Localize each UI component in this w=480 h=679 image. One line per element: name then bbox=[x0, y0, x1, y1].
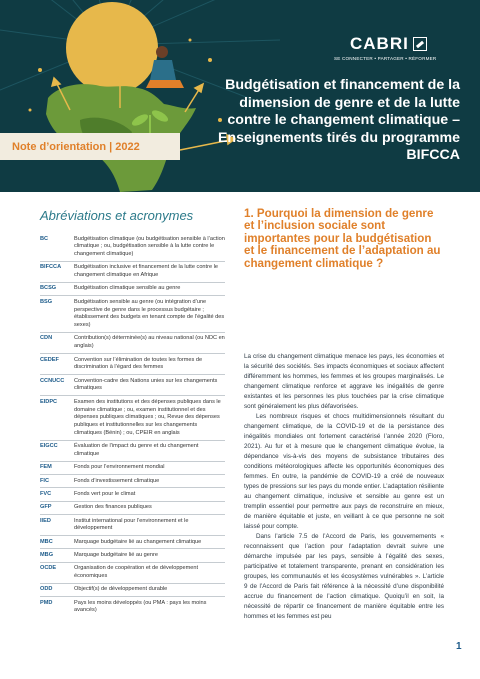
abbreviation-definition: Convention-cadre des Nations unies sur les changements climatiques bbox=[74, 377, 218, 392]
abbreviations-heading: Abréviations et acronymes bbox=[40, 208, 194, 223]
abbreviation-definition: Budgétisation climatique sensible au genre bbox=[74, 285, 181, 292]
abbreviations-list bbox=[40, 233, 225, 617]
note-label: Note d’orientation | 2022 bbox=[0, 133, 180, 160]
paragraph: La crise du changement climatique menace les pays, les économies et la sécurité des sociétés. Ses impacts économiques et sociaux affectent différemment les hommes, les femmes et les groupes marginalisés. Le changement climatique renforce et aggrave les inégalités de genre existantes et les personnes les plus touchées par la crise climatique sont généralement les plus défavorisées. bbox=[244, 353, 444, 410]
abbreviation-key: CDN bbox=[40, 335, 53, 342]
cabri-logo bbox=[350, 34, 427, 54]
abbreviation-row bbox=[40, 514, 225, 535]
abbreviation-row bbox=[40, 596, 225, 617]
abbreviation-key: FEM bbox=[40, 464, 52, 471]
abbreviation-definition: Contribution(s) déterminée(s) au niveau national (ou NDC en anglais) bbox=[74, 335, 225, 350]
abbreviation-definition: Fonds d’investissement climatique bbox=[74, 477, 160, 484]
abbreviation-definition: Pays les moins développés (ou PMA : pays les moins avancés) bbox=[74, 599, 207, 614]
abbreviation-definition: Objectif(s) de développement durable bbox=[74, 586, 168, 593]
abbreviation-definition: Évaluation de l’impact du genre et du changement climatique bbox=[74, 443, 199, 458]
abbreviation-key: CEDEF bbox=[40, 356, 59, 363]
logo-tagline: SE CONNECTER • PARTAGER • RÉFORMER bbox=[334, 56, 437, 61]
abbreviation-key: GFP bbox=[40, 504, 52, 511]
abbreviation-row bbox=[40, 548, 225, 561]
abbreviation-row bbox=[40, 461, 225, 474]
abbreviation-row bbox=[40, 261, 225, 282]
sun-circle bbox=[66, 2, 158, 94]
abbreviation-key: OCDE bbox=[40, 565, 57, 572]
abbreviation-row bbox=[40, 282, 225, 295]
abbreviation-key: ODD bbox=[40, 586, 53, 593]
abbreviation-key: BC bbox=[40, 235, 49, 242]
abbreviation-key: CCNUCC bbox=[40, 377, 65, 384]
abbreviation-definition: Organisation de coopération et de développement économiques bbox=[74, 565, 199, 579]
abbreviation-key: BIFCCA bbox=[40, 264, 62, 271]
abbreviation-key: MBC bbox=[40, 538, 53, 545]
abbreviation-row bbox=[40, 487, 225, 500]
abbreviation-key: BCSG bbox=[40, 285, 57, 292]
abbreviation-definition: Marquage budgétaire lié au changement climatique bbox=[74, 538, 202, 545]
abbreviation-row bbox=[40, 440, 225, 461]
abbreviation-row bbox=[40, 233, 225, 261]
abbreviation-definition: Gestion des finances publiques bbox=[74, 504, 152, 511]
abbreviation-row bbox=[40, 474, 225, 487]
paragraph: Dans l’article 7.5 de l’Accord de Paris, les gouvernements « reconnaissent que l’action pour l’adaptation devrait suivre une démarche impulsée par les pays, sensible à l’égalité des sexes, participative et totalement transparente, prenant en considération les groupes, les communautés et les écosystèmes vulnérables ». L’article 9 de l’Accord de Paris fait référence à la nécessité d’une disponibilité accrue du financement de l’action climatique. Quoiqu’il en soit, la nécessité de répartir ce financement de manière équitable entre les hommes et les femmes est peu bbox=[244, 533, 444, 620]
section-body bbox=[244, 352, 444, 622]
abbreviation-key: EIGCC bbox=[40, 443, 58, 450]
abbreviation-definition: Institut international pour l’environnement et le développement bbox=[74, 517, 189, 532]
paragraph: Les nombreux risques et chocs multidimensionnels résultant du changement climatique, de la COVID-19 et de la persistance des inégalités mondiales ont fortement caractérisé l’année 2020 (Floro, 2021). Au fur et à mesure que le changement climatique évolue, la dépendance vis-à-vis des moyens de subsistance tributaires des conditions météorologiques affecte les opportunités économiques des femmes. En outre, la pandémie de COVID-19 a créé de nouveaux types de pressions sur les pays du monde entier. L’adaptation résiliente au changement climatique, inclusive et sensible au genre est un tremplin essentiel pour permettre aux pays de reconstruire en mieux, de manière équitable et juste, en veillant à ce que personne ne soit laissé pour compte. bbox=[244, 413, 444, 530]
abbreviation-key: MBG bbox=[40, 551, 54, 558]
abbreviation-key: FVC bbox=[40, 490, 52, 497]
abbreviation-row bbox=[40, 374, 225, 395]
abbreviation-key: IIED bbox=[40, 517, 51, 524]
logo-wordmark: CABRI bbox=[350, 34, 409, 53]
abbreviation-row bbox=[40, 501, 225, 514]
abbreviation-key: EIDPC bbox=[40, 398, 58, 405]
document-title: Budgétisation et financement de la dimension de genre et de la lutte contre le changement climatique – Enseignements tirés du programme BIFCCA bbox=[217, 77, 460, 163]
logo-mark-icon bbox=[413, 37, 427, 51]
abbreviation-row bbox=[40, 395, 225, 439]
abbreviation-row bbox=[40, 295, 225, 332]
abbreviation-definition: Convention sur l’élimination de toutes les formes de discrimination à l’égard des femmes bbox=[74, 356, 203, 371]
abbreviation-definition: Fonds vert pour le climat bbox=[74, 490, 136, 497]
abbreviation-key: PMD bbox=[40, 599, 53, 606]
abbreviation-key: FIC bbox=[40, 477, 50, 484]
abbreviation-definition: Examen des institutions et des dépenses publiques dans le domaine climatique ; ou, examen institutionnel et des dépenses publiques climatiques ; ou, Revue des dépenses publiques et institutionnelles sur les changements climatiques (Bénin) ; ou, CPEIR en anglais bbox=[74, 398, 221, 436]
abbreviation-definition: Budgétisation climatique (ou budgétisation sensible à l’action climatique ; ou, budgétisation sensible à la lutte contre le changement climatique) bbox=[74, 235, 225, 258]
abbreviation-row bbox=[40, 562, 225, 583]
section-title: 1. Pourquoi la dimension de genre et l’inclusion sociale sont importantes pour la budgétisation et le financement de l’adaptation au changement climatique ? bbox=[244, 207, 441, 270]
abbreviation-row bbox=[40, 332, 225, 353]
abbreviation-definition: Budgétisation inclusive et financement de la lutte contre le changement climatique en Afrique bbox=[74, 264, 218, 279]
cover-banner bbox=[0, 0, 480, 192]
abbreviation-row bbox=[40, 583, 225, 596]
page-number: 1 bbox=[456, 641, 462, 652]
abbreviation-definition: Budgétisation sensible au genre (ou intégration d’une perspective de genre dans le processus budgétaire ; établissement des budgets en tenant compte de l’égalité des sexes) bbox=[74, 298, 225, 329]
abbreviation-key: BSG bbox=[40, 298, 53, 305]
abbreviation-definition: Marquage budgétaire lié au genre bbox=[74, 551, 158, 558]
abbreviation-row bbox=[40, 353, 225, 374]
abbreviation-row bbox=[40, 535, 225, 548]
abbreviation-definition: Fonds pour l’environnement mondial bbox=[74, 464, 165, 471]
